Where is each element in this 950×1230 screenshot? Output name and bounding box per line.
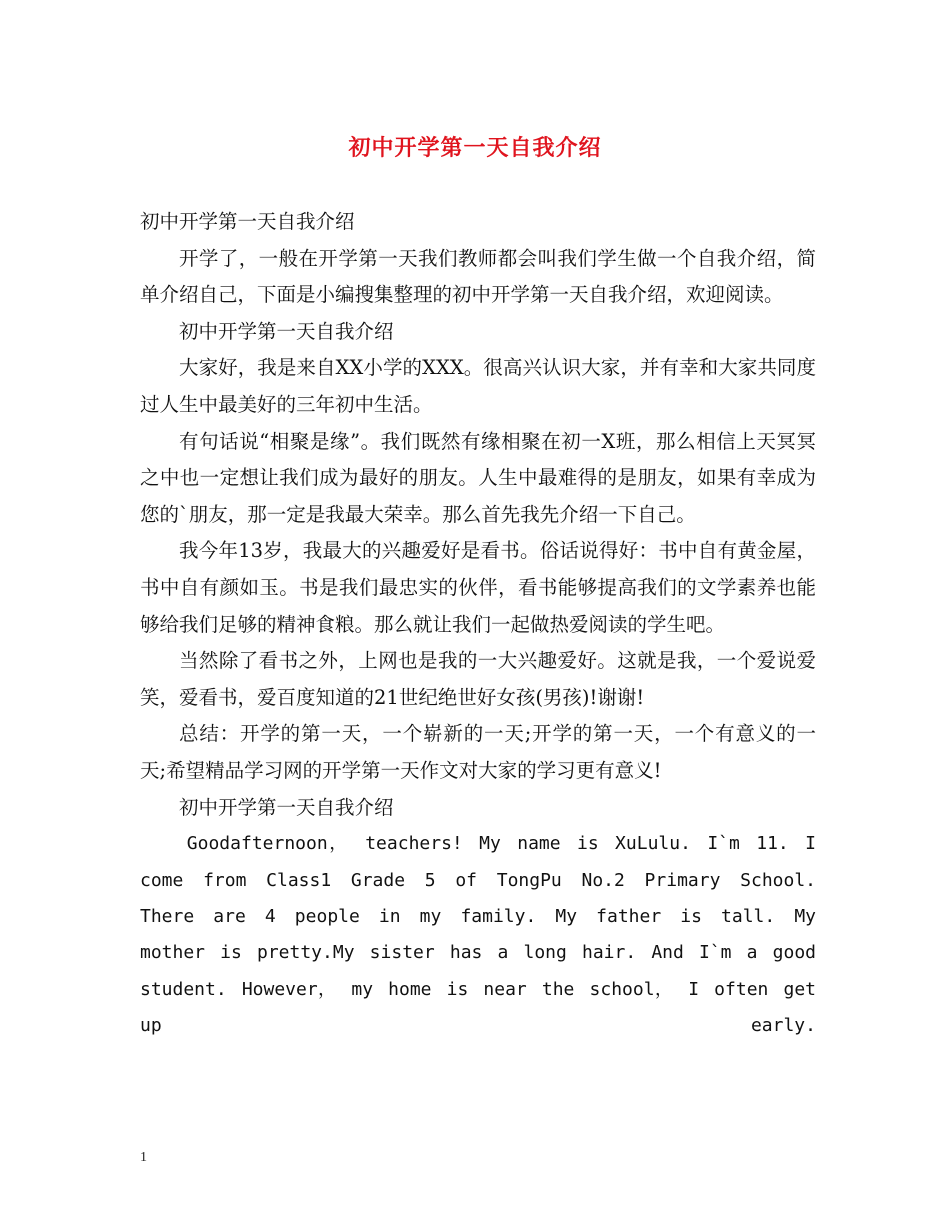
document-body [140, 204, 816, 1045]
document-title: 初中开学第一天自我介绍 [348, 135, 602, 161]
paragraph-subheading-2: 初中开学第一天自我介绍 [179, 795, 394, 819]
paragraph-friendship: 有句话说“相聚是缘”。我们既然有缘相聚在初一X班，那么相信上天冥冥之中也一定想让我们成为最好的朋友。人生中最难得的是朋友，如果有幸成为您的`朋友，那一定是我最大荣幸。那么首先我先介绍一下自己。 [140, 429, 816, 526]
paragraph-intro: 开学了，一般在开学第一天我们教师都会叫我们学生做一个自我介绍，简单介绍自己，下面是小编搜集整理的初中开学第一天自我介绍，欢迎阅读。 [140, 246, 816, 307]
paragraph-greeting: 大家好，我是来自XX小学的XXX。很高兴认识大家，并有幸和大家共同度过人生中最美好的三年初中生活。 [140, 356, 816, 416]
paragraph-english: Goodafternoon， teachers! My name is XuLulu. I`m 11. I come from Class1 Grade 5 of TongPu No.2 Primary School. There are 4 people in my family. My father is tall. My mother is pretty.My sister has a long hair. And I`m a good student. However， my home is near the school， I often get up early. [140, 833, 816, 1037]
page-number: 1 [140, 1150, 147, 1165]
paragraph-hobby-reading: 我今年13岁，我最大的兴趣爱好是看书。俗话说得好：书中自有黄金屋，书中自有颜如玉。书是我们最忠实的伙伴，看书能够提高我们的文学素养也能够给我们足够的精神食粮。那么就让我们一起做热爱阅读的学生吧。 [140, 539, 816, 636]
paragraph-heading: 初中开学第一天自我介绍 [140, 210, 355, 233]
paragraph-summary: 总结：开学的第一天，一个崭新的一天;开学的第一天，一个有意义的一天;希望精品学习网的开学第一天作文对大家的学习更有意义! [140, 722, 816, 782]
paragraph-subheading: 初中开学第一天自我介绍 [179, 319, 394, 343]
paragraph-hobby-internet: 当然除了看书之外，上网也是我的一大兴趣爱好。这就是我，一个爱说爱笑，爱看书，爱百度知道的21世纪绝世好女孩(男孩)!谢谢! [140, 649, 816, 709]
